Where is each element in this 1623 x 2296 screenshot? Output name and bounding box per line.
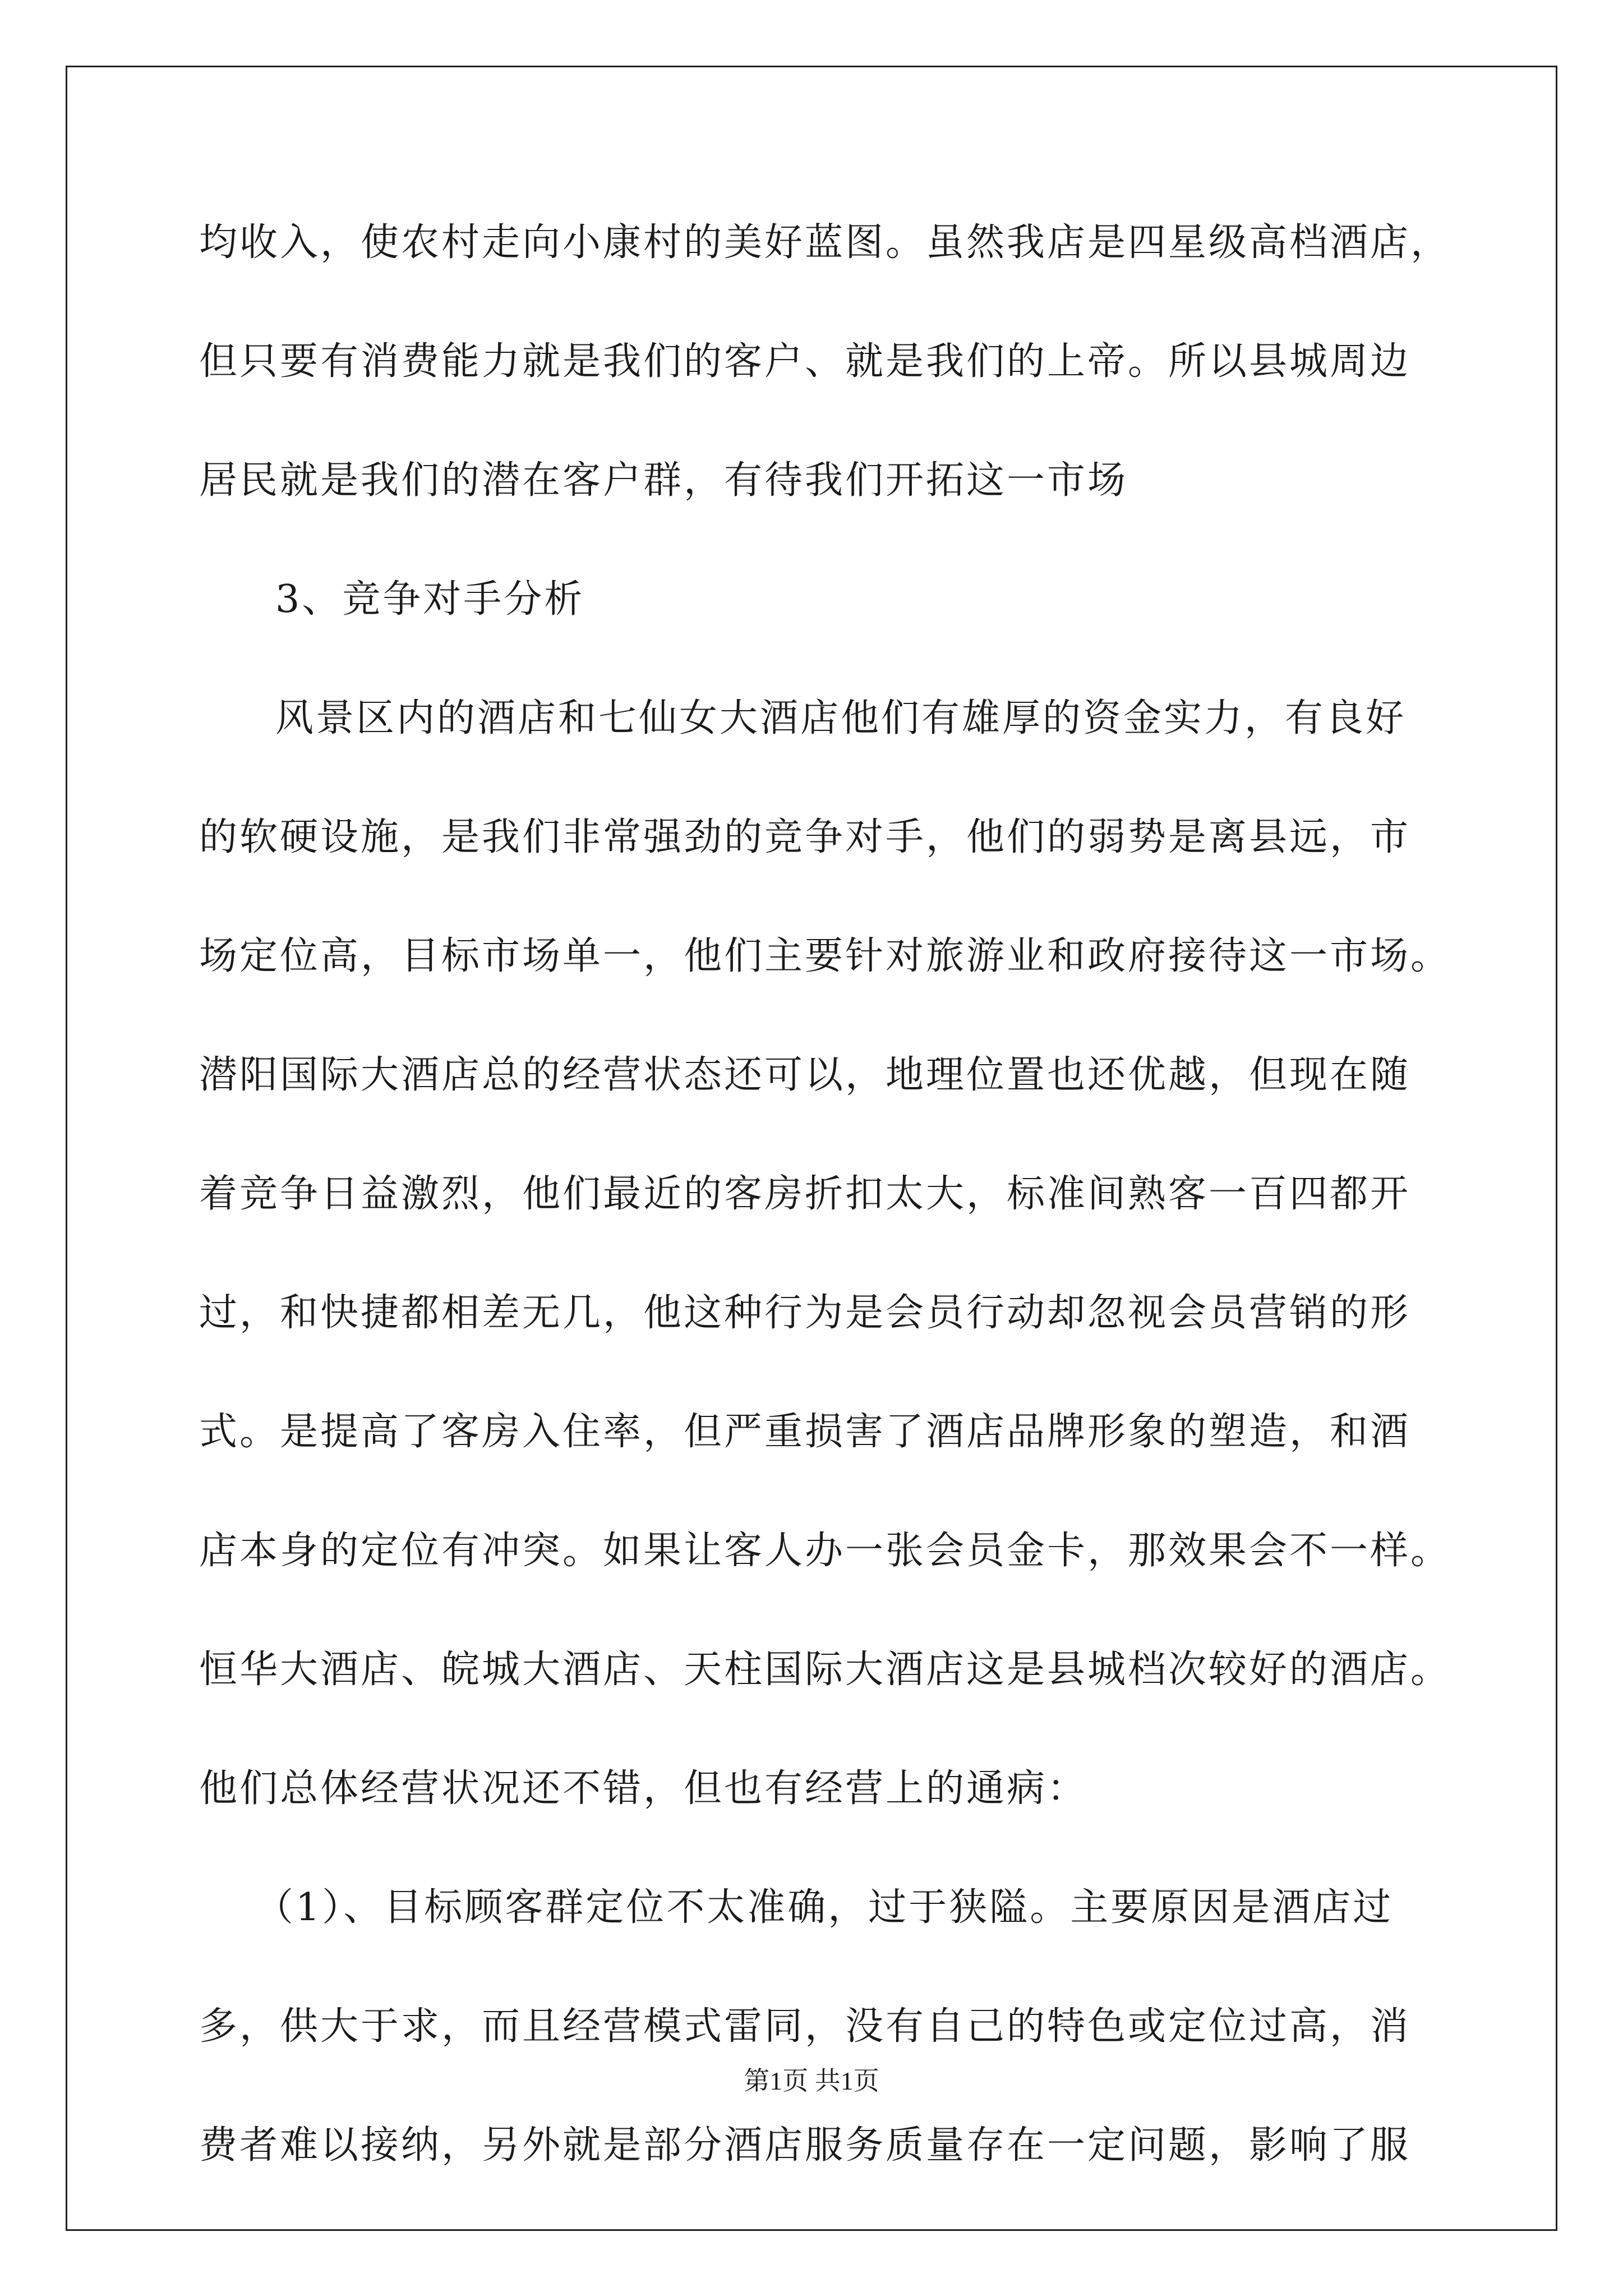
body-line-5: 风景区内的酒店和七仙女大酒店他们有雄厚的资金实力，有良好 bbox=[275, 696, 1407, 740]
body-line-8: 潜阳国际大酒店总的经营状态还可以，地理位置也还优越，但现在随 bbox=[199, 1053, 1411, 1097]
list-item-1: （1）、目标顾客群定位不太准确，过于狭隘。主要原因是酒店过 bbox=[255, 1885, 1394, 1930]
body-line-1: 均收入，使农村走向小康村的美好蓝图。虽然我店是四星级高档酒店， bbox=[199, 220, 1451, 265]
body-line-16: 多，供大于求，而且经营模式雷同，没有自己的特色或定位过高，消 bbox=[199, 2004, 1411, 2049]
body-line-14: 他们总体经营状况还不错，但也有经营上的通病： bbox=[199, 1766, 1088, 1811]
body-line-11: 式。是提高了客房入住率，但严重损害了酒店品牌形象的塑造，和酒 bbox=[199, 1410, 1411, 1454]
body-line-3: 居民就是我们的潜在客户群，有待我们开拓这一市场 bbox=[199, 458, 1128, 503]
section-heading: 3、竞争对手分析 bbox=[275, 577, 585, 622]
body-line-6: 的软硬设施，是我们非常强劲的竞争对手，他们的弱势是离县远，市 bbox=[199, 815, 1411, 859]
body-line-13: 恒华大酒店、皖城大酒店、天柱国际大酒店这是县城档次较好的酒店。 bbox=[199, 1648, 1451, 1692]
document-body bbox=[199, 216, 1451, 2238]
body-line-17: 费者难以接纳，另外就是部分酒店服务质量存在一定问题，影响了服 bbox=[199, 2123, 1411, 2168]
body-line-10: 过，和快捷都相差无几，他这种行为是会员行动却忽视会员营销的形 bbox=[199, 1291, 1411, 1335]
body-line-7: 场定位高，目标市场单一，他们主要针对旅游业和政府接待这一市场。 bbox=[199, 934, 1451, 978]
page-footer: 第1页 共1页 bbox=[744, 2067, 879, 2095]
body-line-9: 着竞争日益激烈，他们最近的客房折扣太大，标准间熟客一百四都开 bbox=[199, 1172, 1411, 1216]
body-line-12: 店本身的定位有冲突。如果让客人办一张会员金卡，那效果会不一样。 bbox=[199, 1529, 1451, 1573]
body-line-2: 但只要有消费能力就是我们的客户、就是我们的上帝。所以县城周边 bbox=[199, 339, 1411, 384]
